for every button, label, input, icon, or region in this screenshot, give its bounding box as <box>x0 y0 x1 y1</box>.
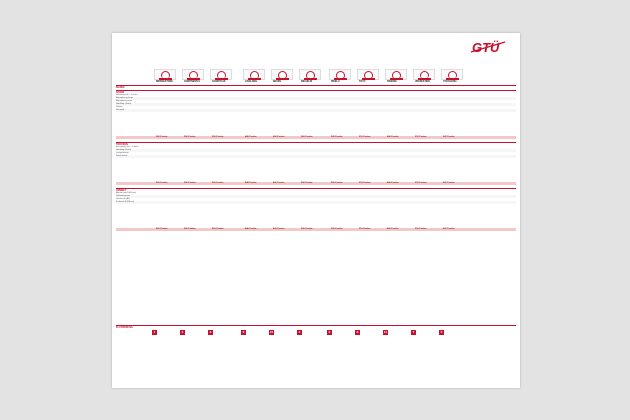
brand-header: MARKE <box>116 85 516 88</box>
tire-image: CONTINENTAL <box>182 69 204 80</box>
table-row: Fahrkomfort <box>116 155 516 158</box>
placement-badge: 8 <box>356 330 359 334</box>
brand-name: NEXEN <box>273 81 281 83</box>
table-row: Lenkpräzision <box>116 152 129 154</box>
tire-image: BRIDGESTONE <box>154 69 176 80</box>
section-total: 562 Punkte 556 Punkte 550 Punkte 448 Punkte 490 Punkte 560 Punkte 529 Punkte 519 Punkte 486 Punkte 533 Punkte 547 Punkte <box>116 182 516 185</box>
brand-name: TOYO <box>359 81 366 83</box>
brand-name: YOKOHAMA <box>443 81 457 83</box>
placement-badge: 1 <box>153 330 156 334</box>
table-row: Rollwiderstand <box>116 195 516 198</box>
section-total: 562 Punkte 556 Punkte 550 Punkte 448 Punkte 490 Punkte 560 Punkte 529 Punkte 519 Punkte 486 Punkte 533 Punkte 547 Punkte <box>116 136 516 139</box>
brand-name: VREDESTEIN <box>415 81 430 83</box>
table-row: Handling (Zeit/s) <box>116 149 516 152</box>
tire-image: GOODYEAR <box>210 69 232 80</box>
placement-badge: 4 <box>298 330 301 334</box>
brand-name: MICHELIN <box>301 81 313 83</box>
section-total: 562 Punkte 556 Punkte 550 Punkte 448 Punkte 490 Punkte 560 Punkte 529 Punkte 519 Punkte 486 Punkte 533 Punkte 547 Punkte <box>116 228 516 231</box>
placement-badge: 11 <box>383 330 388 334</box>
tire-image: FIRENZE <box>385 69 407 80</box>
placement-badge: 3 <box>209 330 212 334</box>
placement-badge: 6 <box>328 330 331 334</box>
placement-header: PLATZIERUNG <box>116 325 516 328</box>
table-row: Bremsweg 80 – 0 km/h <box>116 94 138 96</box>
tire-image: NEXEN <box>271 69 293 80</box>
tire-image: YOKOHAMA <box>441 69 463 80</box>
brand-name: CONTINENTAL <box>184 81 201 83</box>
table-row: Nassgriff <box>116 109 516 112</box>
table-row: Aquaplaning längs <box>116 97 516 100</box>
placement-badge: 7 <box>412 330 415 334</box>
placement-badge: 9 <box>242 330 245 334</box>
brand-name: BRIDGESTONE <box>156 81 173 83</box>
table-row: Kraftstoff (l/100 km) <box>116 201 516 204</box>
table-row: Slalom <box>116 106 123 108</box>
table-row: Aquaplaning quer <box>116 100 133 102</box>
tire-image: LINGLONG <box>243 69 265 80</box>
tire-image: PIRELLI <box>329 69 351 80</box>
gtu-logo <box>468 38 508 56</box>
brand-name: GOODYEAR <box>212 81 226 83</box>
tire-image: MICHELIN <box>299 69 321 80</box>
brand-name: FIRENZE <box>387 81 397 83</box>
section-header: NÄSSE <box>116 90 516 93</box>
section-header: UMWELT <box>116 188 516 191</box>
test-page <box>112 33 520 388</box>
section-header: TROCKEN <box>116 142 516 145</box>
table-row: Geräusch (dB) <box>116 198 130 200</box>
placement-badge: 5 <box>440 330 443 334</box>
tire-image: VREDESTEIN <box>413 69 435 80</box>
placement-badge: 2 <box>181 330 184 334</box>
svg-text:GTÜ: GTÜ <box>472 40 500 55</box>
tire-image: TOYO <box>357 69 379 80</box>
brand-name: PIRELLI <box>331 81 340 83</box>
table-row: Abrieb (mm/1000 km) <box>116 192 136 194</box>
table-row: Handling (Zeit/s) <box>116 103 516 106</box>
brand-name: LINGLONG <box>245 81 258 83</box>
placement-badge: 10 <box>269 330 274 334</box>
table-row: Bremsweg 100 – 0 km/h <box>116 146 139 148</box>
